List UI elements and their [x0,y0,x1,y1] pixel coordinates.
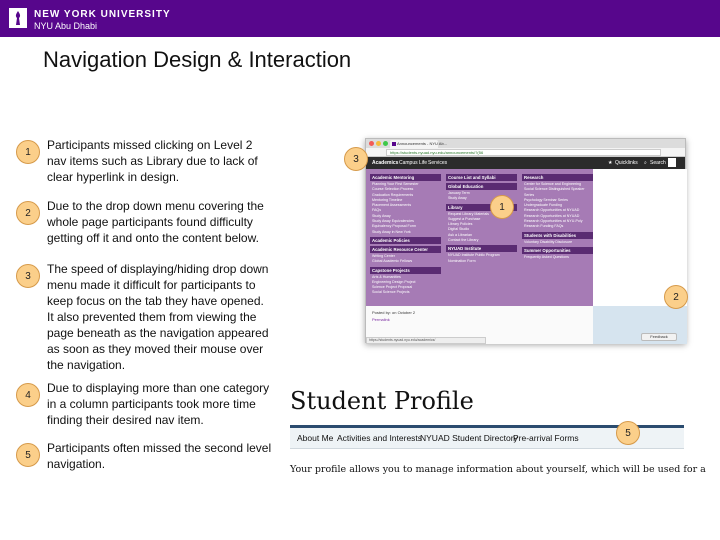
nav-academics[interactable]: Academics [372,160,399,166]
finding-number-badge: 5 [16,443,40,467]
menu-link[interactable]: January Term [448,191,470,195]
menu-heading[interactable]: Capstone Projects [370,267,441,274]
university-name: NEW YORK UNIVERSITY [34,9,171,20]
finding-text: Participants often missed the second level navigation. [47,441,272,471]
menu-link[interactable]: FAQs [372,208,381,213]
menu-heading[interactable]: Research [522,174,593,181]
menu-link[interactable]: Voluntary Disability Disclosure [524,239,573,244]
user-avatar-icon[interactable] [668,158,676,167]
browser-titlebar [366,139,685,148]
menu-link[interactable]: Course Selection Process [372,187,414,192]
menu-link[interactable]: Nomination Form [448,258,476,263]
post-meta: Posted by: on October 2 [372,310,416,315]
address-bar[interactable]: https://students.nyuad.nyu.edu/announcements/?(56 [386,149,661,156]
menu-link[interactable]: Arts & Humanities [372,274,401,279]
menu-link[interactable]: Engineering Design Project [372,279,416,284]
menu-heading[interactable]: Global Education [446,183,517,190]
slide-title: Navigation Design & Interaction [43,47,352,72]
menu-link[interactable]: Frequently Asked Questions [524,254,569,259]
marker-3: 3 [344,147,368,171]
menu-link[interactable]: Ask a Librarian [448,232,472,237]
menu-link[interactable]: Placement Assessments [372,203,412,208]
nyu-banner [0,0,720,37]
browser-tab[interactable]: Announcements - NYU Ab... [390,140,438,148]
star-icon: ★ [608,160,613,166]
menu-link[interactable]: Social Science Distinguished Speaker [524,187,585,192]
search-icon: ⌕ [644,160,647,166]
menu-link[interactable]: Series [524,192,535,197]
menu-link[interactable]: Study Away [372,213,391,218]
feedback-button[interactable]: Feedback [641,333,677,341]
menu-heading[interactable]: Library [446,204,517,211]
tab-activities-and-interests[interactable]: Activities and Interests [337,433,423,443]
menu-heading[interactable]: NYUAD Institute [446,245,517,252]
menu-heading[interactable]: Course List and Syllabi [446,174,517,181]
finding-number-badge: 1 [16,140,40,164]
finding-text: Participants missed clicking on Level 2 nav items such as Library due to lack of clear hyperlink in design. [47,138,258,184]
finding-text: Due to displaying more than one category in a column participants took more time finding their desired nav item. [47,381,270,427]
menu-link[interactable]: Study Away [448,196,467,201]
menu-link[interactable]: Research Opportunities at NYUAD [524,208,580,213]
menu-column-1 [370,172,441,296]
browser-toolbar [366,148,685,157]
menu-link[interactable]: Graduation Requirements [372,192,414,197]
menu-link[interactable]: Request Library Materials [448,211,489,216]
menu-column-3 [522,172,593,260]
campus-name: NYU Abu Dhabi [34,21,98,31]
menu-link[interactable]: Social Science Projects [372,290,410,295]
menu-heading[interactable]: Students with Disabilities [522,232,593,239]
menu-link[interactable]: Global Academic Fellows [372,259,413,264]
menu-link[interactable]: Digital Studio [448,227,470,232]
menu-link[interactable]: Equivalency Proposal Form [372,224,416,229]
menu-heading[interactable]: Academic Policies [370,237,441,244]
nav-services[interactable]: Services [428,160,448,166]
menu-heading[interactable]: Academic Resource Center [370,246,441,253]
marker-2: 2 [664,285,688,309]
nav-campus-life[interactable]: Campus Life [399,160,428,166]
nyu-torch-logo-icon [9,8,27,28]
tab-nyuad-student-directory[interactable]: NYUAD Student Directory [420,433,518,443]
menu-link[interactable]: Psychology Seminar Series [524,197,568,202]
menu-heading[interactable]: Summer Opportunities [522,247,593,254]
menu-link[interactable]: NYUAD Institute Public Program [448,253,500,258]
marker-1: 1 [490,195,514,219]
menu-link[interactable]: Science Project Proposal [372,285,413,290]
menu-link[interactable]: Center for Science and Engineering [524,182,581,186]
nav-search[interactable]: Search [650,160,666,166]
minimize-window-icon[interactable] [376,141,381,146]
finding-number-badge: 2 [16,201,40,225]
portal-screenshot [365,138,686,343]
menu-link[interactable]: Writing Center [372,253,395,258]
maximize-window-icon[interactable] [383,141,388,146]
menu-link[interactable]: Mentoring Timeline [372,197,403,202]
menu-link[interactable]: Study Away Equivalencies [372,219,414,224]
menu-link[interactable]: Research Opportunities at NYUAD [524,213,580,218]
menu-link[interactable]: Research Opportunities at NYU-Poly [524,219,583,224]
marker-5: 5 [616,421,640,445]
permalink[interactable]: Permalink [372,317,390,322]
finding-text: The speed of displaying/hiding drop down menu made it difficult for participants to keep focus on the tab they have opened. It also prevented them from viewing the page beneath as the navigation appeared as soon as they moved their mouse over the navigation. [47,262,269,372]
profile-description: Your profile allows you to manage information about yourself, which will be used for a [290,464,706,475]
close-window-icon[interactable] [369,141,374,146]
menu-link[interactable]: Library Policies [448,222,473,227]
menu-heading[interactable]: Academic Mentoring [370,174,441,181]
tab-pre-arrival-forms[interactable]: Pre-arrival Forms [513,433,579,443]
status-bar-url: https://students.nyuad.nyu.edu/academics/ [366,337,486,344]
nav-quicklinks[interactable]: Quicklinks [615,160,638,166]
tab-about-me[interactable]: About Me [297,433,334,443]
portal-nav-bar [366,157,685,169]
finding-number-badge: 4 [16,383,40,407]
menu-link[interactable]: Planning Your First Semester [372,182,419,186]
menu-link[interactable]: Research Funding FAQs [524,224,564,229]
finding-number-badge: 3 [16,264,40,288]
menu-link[interactable]: Study Away in New York [372,229,411,234]
mega-menu-dropdown [366,169,593,306]
menu-link[interactable]: Suggest a Purchase [448,216,481,221]
menu-link[interactable]: Undergraduate Funding [524,203,562,208]
finding-text: Due to the drop down menu covering the whole page participants found difficulty getting off it and onto the content below. [47,199,264,245]
menu-link[interactable]: Contact the Library [448,238,479,243]
student-profile-title: Student Profile [290,387,474,415]
